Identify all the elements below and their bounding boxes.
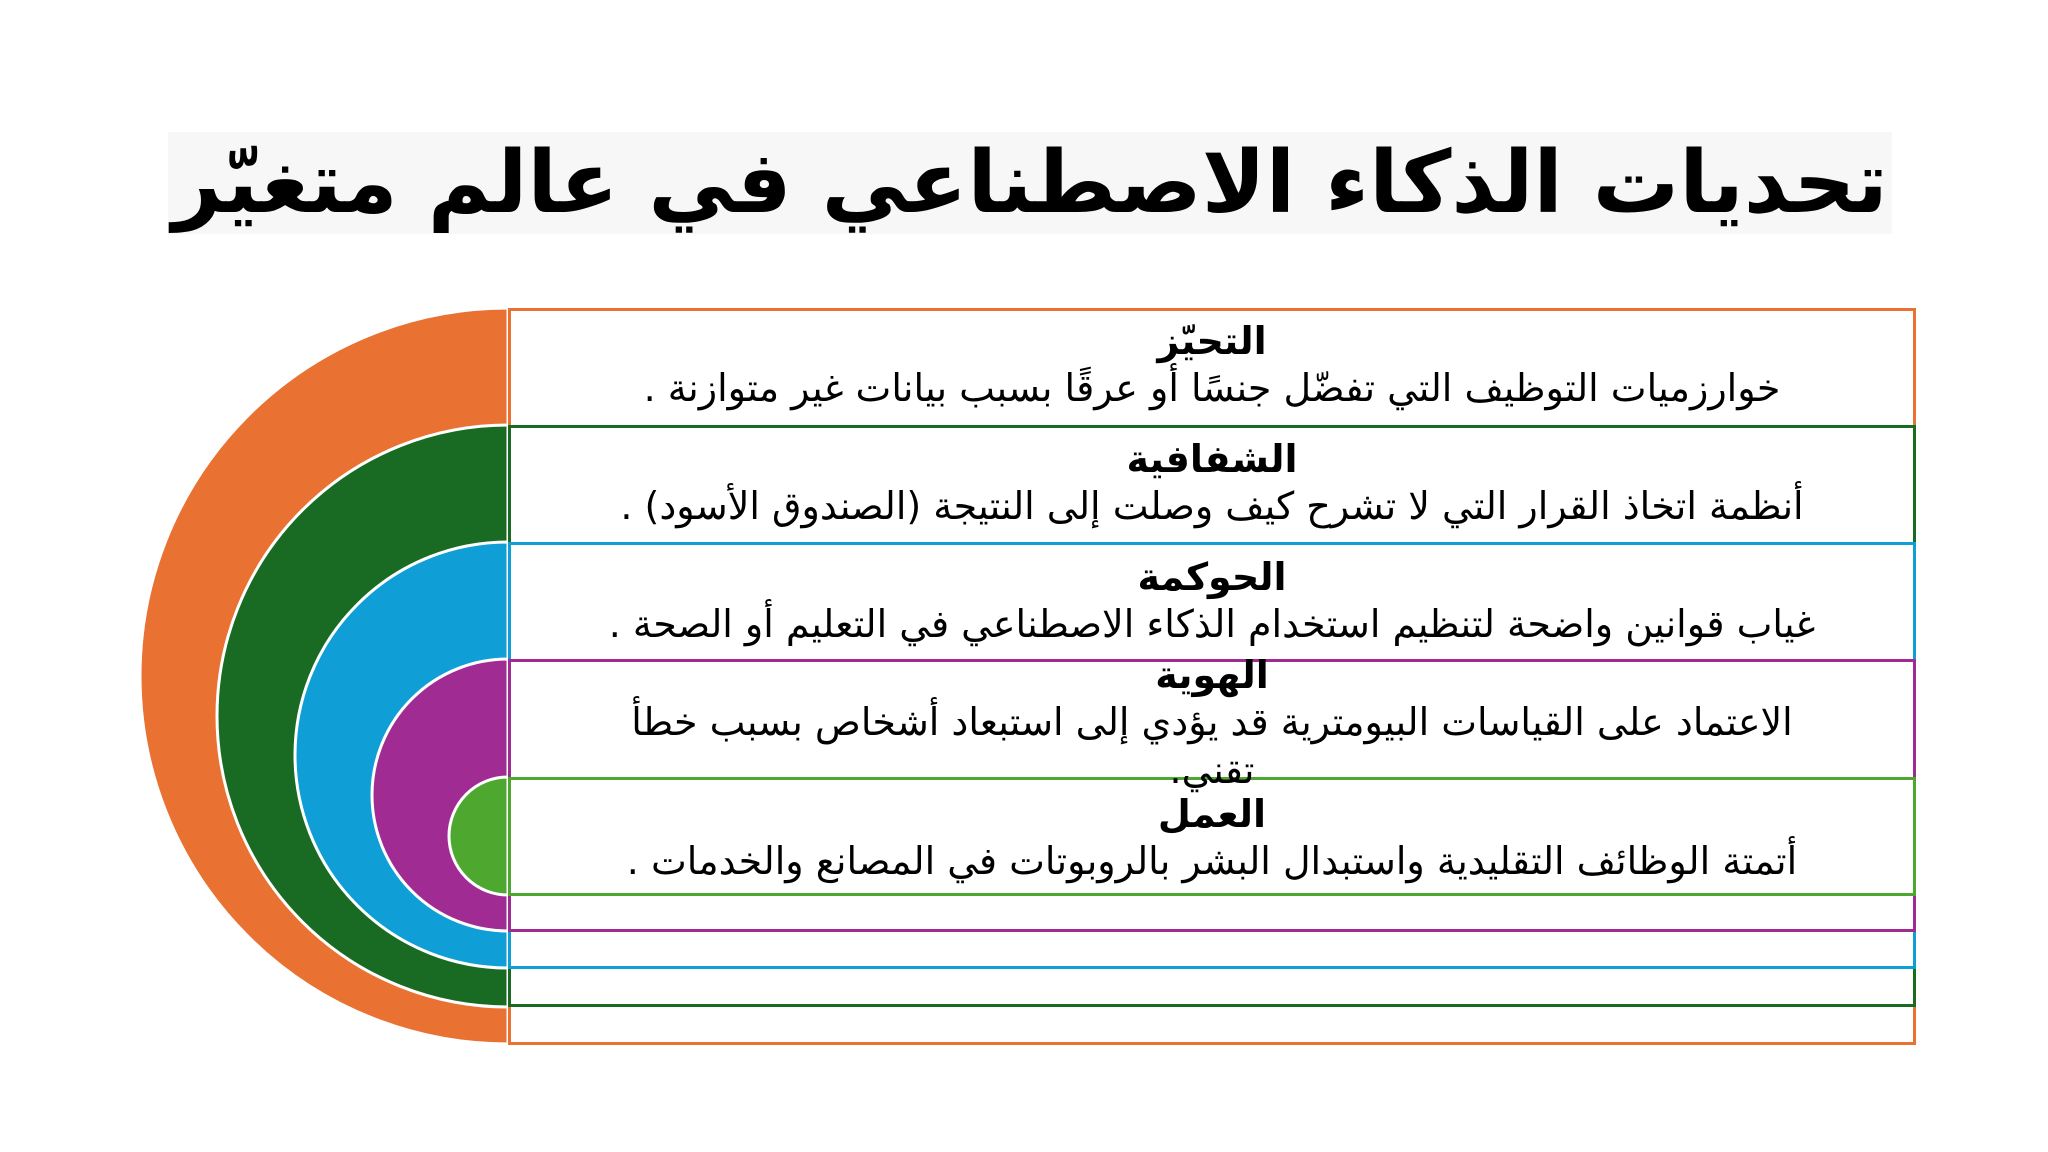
item-text: غياب قوانين واضحة لتنظيم استخدام الذكاء الاصطناعي في التعليم أو الصحة . [608, 602, 1816, 646]
item-transparency [508, 436, 1916, 530]
item-heading: الحوكمة [1137, 555, 1287, 599]
slide-title: تحديات الذكاء الاصطناعي في عالم متغيّر [172, 133, 1888, 233]
item-text: أتمتة الوظائف التقليدية واستبدال البشر بالروبوتات في المصانع والخدمات . [626, 839, 1798, 883]
item-bias [508, 318, 1916, 412]
item-heading: الشفافية [1126, 437, 1298, 481]
item-work [508, 791, 1916, 885]
item-governance [508, 554, 1916, 648]
item-text: خوارزميات التوظيف التي تفضّل جنسًا أو عرقًا بسبب بيانات غير متوازنة . [643, 366, 1781, 410]
item-identity [508, 652, 1916, 794]
item-heading: العمل [1157, 792, 1267, 836]
item-heading: الهوية [1155, 653, 1269, 697]
item-text: الاعتماد على القياسات البيومترية قد يؤدي إلى استبعاد أشخاص بسبب خطأ تقني. [631, 700, 1793, 792]
item-text: أنظمة اتخاذ القرار التي لا تشرح كيف وصلت إلى النتيجة (الصندوق الأسود) . [620, 484, 1804, 528]
item-heading: التحيّز [1157, 319, 1267, 363]
